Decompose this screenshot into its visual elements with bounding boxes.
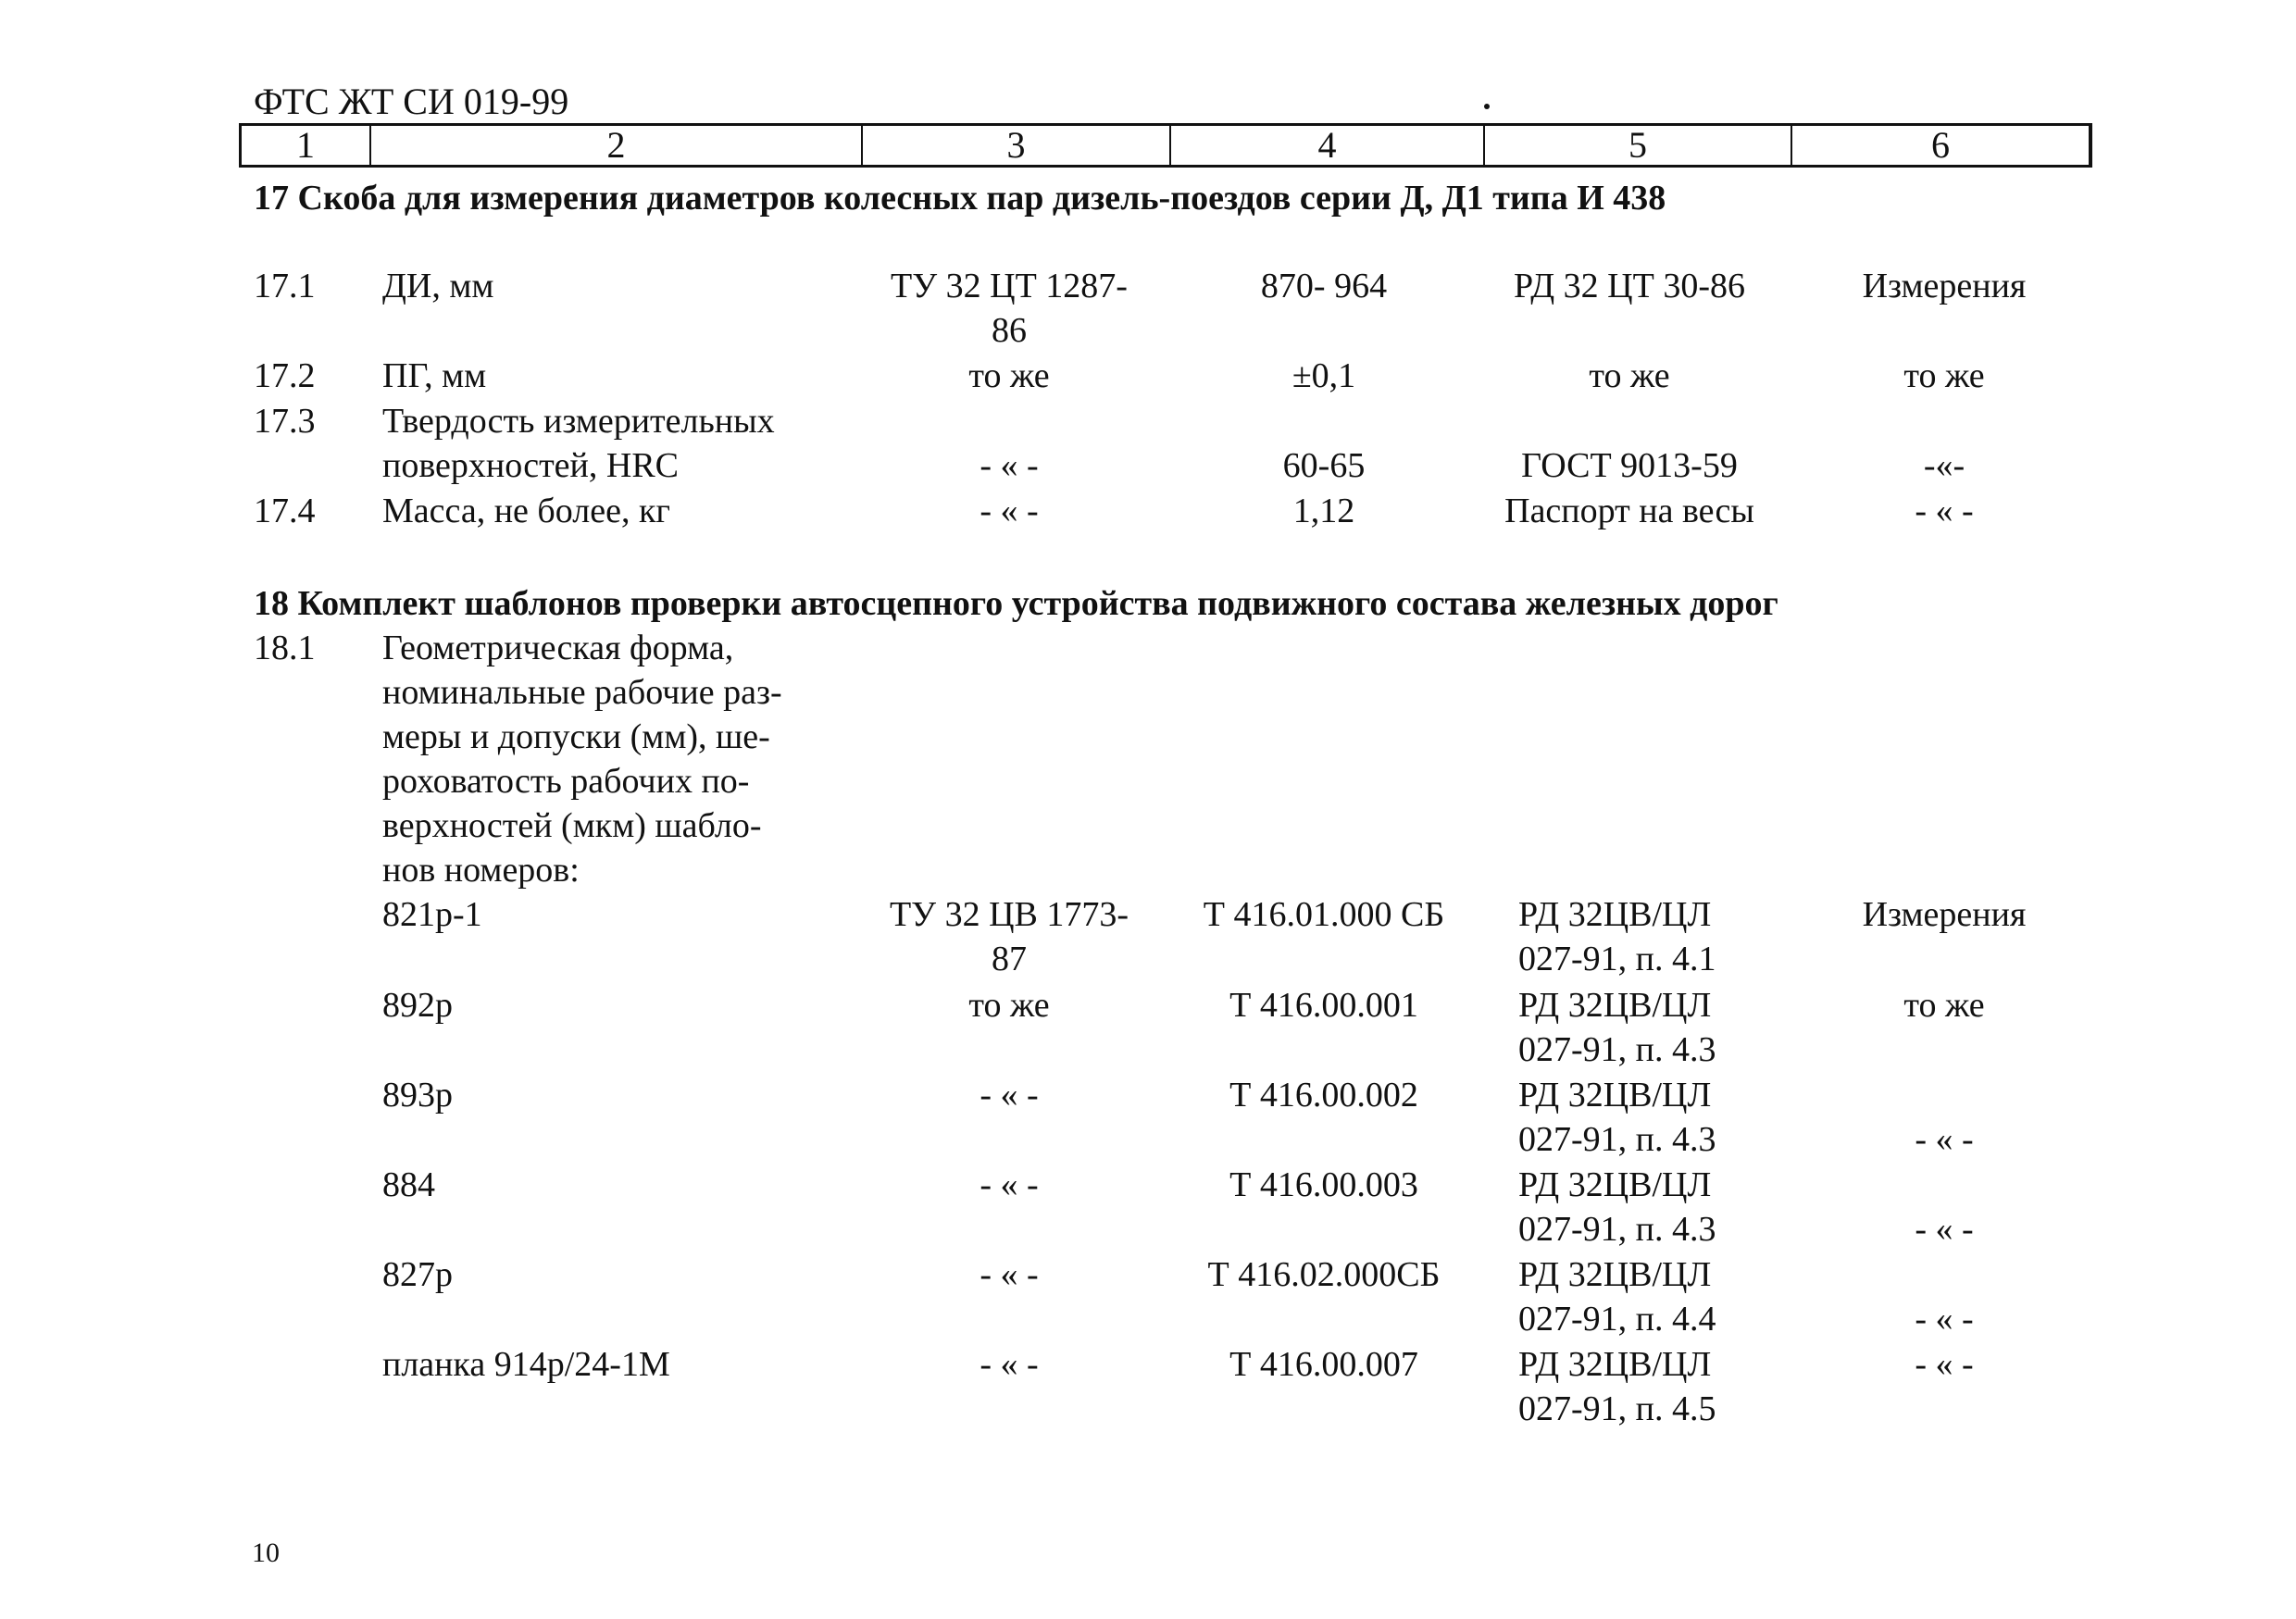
control-type: - « - <box>1915 1120 1974 1159</box>
drawing-number: Т 416.00.003 <box>1229 1165 1418 1204</box>
spec-document: - « - <box>980 1076 1039 1115</box>
method-clause: 027-91, п. 4.3 <box>1518 1030 1716 1069</box>
method-document: Паспорт на весы <box>1504 492 1754 530</box>
stray-dot-mark <box>1484 104 1490 109</box>
column-number-2: 2 <box>371 126 863 165</box>
method-document: ГОСТ 9013-59 <box>1521 446 1738 485</box>
method-document: РД 32ЦВ/ЦЛ <box>1518 1255 1712 1294</box>
table-row-17-4 <box>0 489 2296 530</box>
parameter-line-row <box>0 715 2296 756</box>
drawing-number: Т 416.02.000СБ <box>1207 1255 1441 1294</box>
spec-document: - « - <box>980 1345 1039 1384</box>
table-row-template <box>0 1342 2296 1384</box>
control-type: то же <box>1903 986 1985 1025</box>
spec-document-cont: 86 <box>992 311 1027 350</box>
table-row-template <box>0 892 2296 934</box>
table-row-17-1 <box>0 264 2296 305</box>
table-row-template-cont <box>0 1117 2296 1159</box>
control-type: - « - <box>1915 1210 1974 1249</box>
parameter-name: ПГ, мм <box>382 356 487 395</box>
method-clause: 027-91, п. 4.4 <box>1518 1300 1716 1339</box>
method-document: РД 32ЦВ/ЦЛ <box>1518 1076 1712 1115</box>
control-type: - « - <box>1915 1345 1974 1384</box>
column-number-6: 6 <box>1931 124 1950 166</box>
section-18-title: 18 Комплект шаблонов проверки автосцепного устройства подвижного состава железных дорог <box>254 584 1778 623</box>
control-type: Измерения <box>1862 267 2027 305</box>
table-row-18-1 <box>0 626 2296 667</box>
row-number: 17.1 <box>254 267 316 305</box>
method-clause: 027-91, п. 4.3 <box>1518 1210 1716 1249</box>
spec-document: то же <box>968 356 1050 395</box>
column-number-header <box>239 123 2092 168</box>
table-row-template-cont <box>0 1207 2296 1249</box>
table-row-17-2 <box>0 354 2296 395</box>
parameter-line-5: верхностей (мкм) шабло- <box>382 806 762 845</box>
page-number: 10 <box>252 1538 280 1568</box>
table-row-template-cont <box>0 1297 2296 1339</box>
column-number-4: 4 <box>1171 126 1485 165</box>
method-document: РД 32 ЦТ 30-86 <box>1513 267 1745 305</box>
drawing-number: Т 416.00.002 <box>1229 1076 1418 1115</box>
row-number: 18.1 <box>254 629 316 667</box>
parameter-line-row <box>0 803 2296 845</box>
spec-document: - « - <box>980 492 1039 530</box>
spec-document: - « - <box>980 446 1039 485</box>
drawing-number: Т 416.01.000 СБ <box>1203 895 1445 934</box>
parameter-name: Твердость измерительных <box>382 402 775 441</box>
parameter-line-4: роховатость рабочих по- <box>382 762 750 801</box>
document-code: ФТС ЖТ СИ 019-99 <box>254 81 569 122</box>
parameter-line-6: нов номеров: <box>382 851 580 890</box>
control-type: то же <box>1903 356 1985 395</box>
spec-document: - « - <box>980 1255 1039 1294</box>
control-type: -«- <box>1923 446 1965 485</box>
parameter-line-2: номинальные рабочие раз- <box>382 673 782 712</box>
table-row-template-cont <box>0 1387 2296 1428</box>
spec-document: ТУ 32 ЦТ 1287- <box>891 267 1128 305</box>
parameter-name: Масса, не более, кг <box>382 492 670 530</box>
section-17-title: 17 Скоба для измерения диаметров колесных пар дизель-поездов серии Д, Д1 типа И 438 <box>254 179 1666 218</box>
column-number-5: 5 <box>1485 126 1792 165</box>
column-number-1: 1 <box>242 126 371 165</box>
parameter-line-3: меры и допуски (мм), ше- <box>382 717 770 756</box>
parameter-line-1: Геометрическая форма, <box>382 629 734 667</box>
method-clause: 027-91, п. 4.3 <box>1518 1120 1716 1159</box>
method-clause: 027-91, п. 4.1 <box>1518 940 1716 978</box>
table-row-17-3-cont <box>0 443 2296 485</box>
template-name: 884 <box>382 1165 435 1204</box>
template-name: 892р <box>382 986 453 1025</box>
template-name: планка 914р/24-1М <box>382 1345 670 1384</box>
table-row-17-1-cont <box>0 308 2296 350</box>
table-row-template <box>0 1073 2296 1115</box>
table-row-17-3 <box>0 399 2296 441</box>
table-row-template <box>0 983 2296 1025</box>
method-document: РД 32ЦВ/ЦЛ <box>1518 895 1712 934</box>
control-type: Измерения <box>1862 895 2027 934</box>
parameter-line-row <box>0 670 2296 712</box>
template-name: 821р-1 <box>382 895 482 934</box>
spec-document: ТУ 32 ЦВ 1773- <box>889 895 1129 934</box>
template-name: 893р <box>382 1076 453 1115</box>
parameter-name-cont: поверхностей, HRC <box>382 446 680 485</box>
control-type: - « - <box>1915 1300 1974 1339</box>
table-row-template <box>0 1252 2296 1294</box>
parameter-value: 60-65 <box>1282 446 1366 485</box>
method-document: то же <box>1589 356 1670 395</box>
drawing-number: Т 416.00.001 <box>1229 986 1418 1025</box>
template-name: 827р <box>382 1255 453 1294</box>
table-row-template <box>0 1163 2296 1204</box>
method-document: РД 32ЦВ/ЦЛ <box>1518 1165 1712 1204</box>
parameter-value: 1,12 <box>1292 492 1355 530</box>
table-row-template-cont <box>0 1027 2296 1069</box>
parameter-name: ДИ, мм <box>382 267 494 305</box>
control-type: - « - <box>1915 492 1974 530</box>
row-number: 17.3 <box>254 402 316 441</box>
method-document: РД 32ЦВ/ЦЛ <box>1518 1345 1712 1384</box>
parameter-value: ±0,1 <box>1292 356 1356 395</box>
method-clause: 027-91, п. 4.5 <box>1518 1389 1716 1428</box>
drawing-number: Т 416.00.007 <box>1229 1345 1418 1384</box>
parameter-line-row <box>0 759 2296 801</box>
parameter-line-row <box>0 848 2296 890</box>
row-number: 17.2 <box>254 356 316 395</box>
spec-document-cont: 87 <box>992 940 1027 978</box>
table-row-template-cont <box>0 937 2296 978</box>
spec-document: то же <box>968 986 1050 1025</box>
row-number: 17.4 <box>254 492 316 530</box>
parameter-value: 870- 964 <box>1260 267 1388 305</box>
spec-document: - « - <box>980 1165 1039 1204</box>
column-number-3: 3 <box>863 126 1171 165</box>
method-document: РД 32ЦВ/ЦЛ <box>1518 986 1712 1025</box>
